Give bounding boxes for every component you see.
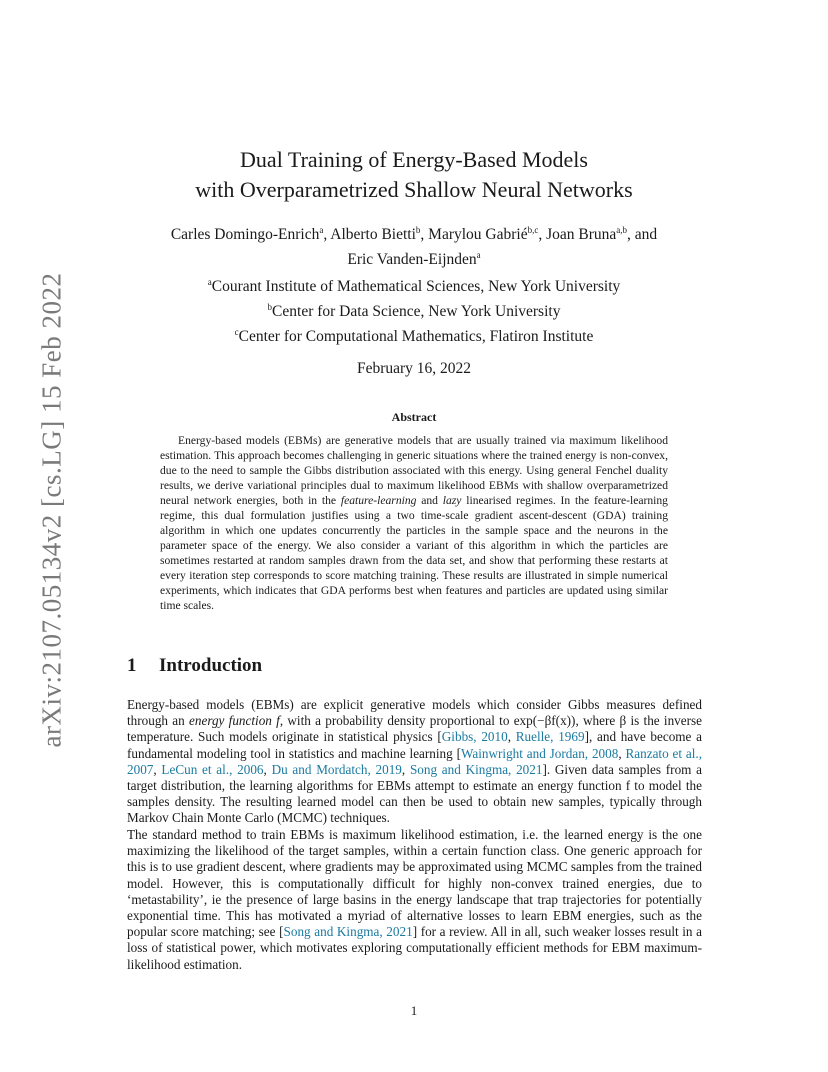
citation-link[interactable]: Wainwright and Jordan, 2008 (460, 745, 619, 761)
section-number: 1 (127, 655, 137, 676)
citation-link[interactable]: Ruelle, 1969 (515, 729, 585, 745)
affiliation: $^c$Center for Computational Mathematics, Flatiron Institute (234, 327, 594, 346)
citation-link[interactable]: Song and Kingma, 2021 (283, 924, 413, 940)
citation-link[interactable]: Gibbs, 2010 (441, 729, 508, 745)
citation-link[interactable]: Ranzato et al., 2007 (127, 745, 702, 777)
author: Joan Bruna$^{a,b}$ (546, 225, 628, 244)
author: Eric Vanden-Eijnden$^a$ (347, 250, 481, 269)
affiliation: $^b$Center for Data Science, New York University (267, 302, 561, 321)
section-title: Introduction (159, 655, 263, 676)
abstract-heading: Abstract (391, 410, 437, 424)
section-heading (127, 655, 262, 677)
citation-link[interactable]: Du and Mordatch, 2019 (271, 761, 402, 777)
author-list: Carles Domingo-Enrich$^a$, Alberto Bietti$^b$, Marylou Gabrié$^{b,c}$, Joan Bruna$^{a,b}$, and Eric Vanden-Eijnden$^a$ (170, 225, 658, 269)
citation-link[interactable]: Song and Kingma, 2021 (409, 761, 543, 777)
publication-date: February 16, 2022 (356, 360, 472, 377)
abstract-text: Energy-based models (EBMs) are generative models that are usually trained via maximum likelihood estimation. This approach becomes challenging in generic situations where the trained energy is non-convex, due to the need to sample the Gibbs distribution associated with this energy. Using general Fenchel duality results, we derive variational principles dual to maximum likelihood EBMs with shallow overparametrized neural network energies, both in the feature-learning and lazy linearised regimes. In the feature-learning regime, this dual formulation justifies using a two time-scale gradient ascent-descent (GDA) training algorithm in which one updates concurrently the particles in the sample space and the neurons in the parameter space of the energy. We also consider a variant of this algorithm in which the particles are sometimes restarted at random samples drawn from the data set, and show that performing these restarts at every iteration step corresponds to score matching training. These results are illustrated in simple numerical experiments, which indicates that GDA performs best when features and particles are updated using similar time scales. (160, 434, 668, 612)
paragraph: Energy-based models (EBMs) are explicit generative models which consider Gibbs measures defined through an energy function f, with a probability density proportional to exp(−βf(x)), where β is the inverse temperature. Such models originate in statistical physics [Gibbs, 2010, Ruelle, 1969], and have become a fundamental modeling tool in statistics and machine learning [Wainwright and Jordan, 2008, Ranzato et al., 2007, LeCun et al., 2006, Du and Mordatch, 2019, Song and Kingma, 2021]. Given data samples from a target distribution, the learning algorithms for EBMs attempt to estimate an energy function f to model the samples density. The resulting learned model can then be used to obtain new samples, typically through Markov Chain Monte Carlo (MCMC) techniques. (127, 697, 703, 826)
title-line-1: Dual Training of Energy-Based Models (240, 147, 588, 172)
author: Carles Domingo-Enrich$^a$ (170, 225, 324, 244)
paragraph: The standard method to train EBMs is maximum likelihood estimation, i.e. the learned energy is the one maximizing the likelihood of the target samples, within a certain function class. One generic approach for this is to use gradient descent, where gradients may be approximated using MCMC samples from the trained model. However, this is computationally difficult for highly non-convex trained energies, due to ‘metastability’, ie the presence of large basins in the energy landscape that trap trajectories for potentially exponential time. This has motivated a myriad of alternative losses to learn EBM energies, such as the popular score matching; see [Song and Kingma, 2021] for a review. All in all, such weaker losses result in a loss of statistical power, which motivates exploring computationally efficient methods for EBM maximum-likelihood estimation. (127, 827, 702, 972)
affiliation: $^a$Courant Institute of Mathematical Sciences, New York University (207, 277, 621, 296)
arxiv-identifier: arXiv:2107.05134v2 [cs.LG] 15 Feb 2022 (36, 272, 67, 748)
affiliation-list (0, 272, 828, 347)
page-number: 1 (410, 1003, 418, 1018)
authors-conjunction: and (634, 226, 658, 244)
title-line-2: with Overparametrized Shallow Neural Networks (195, 177, 633, 202)
author: Alberto Bietti$^b$ (330, 225, 421, 244)
author: Marylou Gabrié$^{b,c}$ (428, 225, 539, 244)
paper-title (0, 145, 828, 205)
citation-link[interactable]: LeCun et al., 2006 (161, 761, 264, 777)
